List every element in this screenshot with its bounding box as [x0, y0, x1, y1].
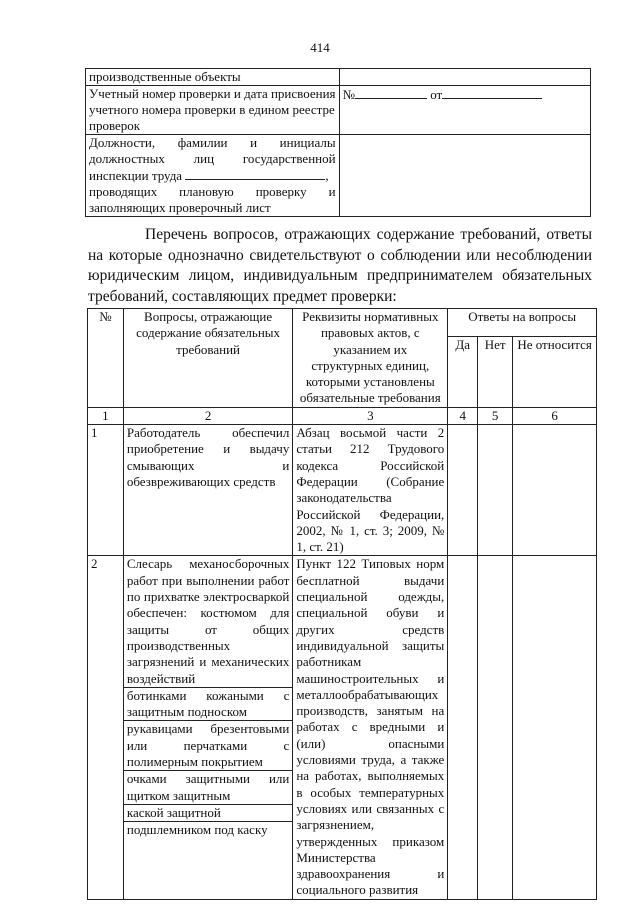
col-number: 2 [123, 407, 292, 424]
question-item: каской защитной [124, 804, 292, 821]
blank-line [355, 86, 427, 99]
header-requisites: Реквизиты нормативных правовых актов, с указанием их структурных единиц, которыми установлены обязательные требования [293, 309, 448, 408]
text-fragment: инспекции труда [89, 168, 183, 183]
row-num: 2 [88, 556, 124, 899]
text-line: Должности, фамилии и инициалы [89, 135, 336, 150]
check-number-value [339, 86, 590, 135]
text-fragment: , [325, 168, 329, 183]
row-num: 1 [88, 425, 124, 556]
question-item: рукавицами брезентовыми или перчатками с полимерным покрытием [124, 720, 292, 770]
col-number: 4 [448, 407, 478, 424]
requisite-text: Пункт 122 Типовых норм бесплатной выдачи специальной одежды, специальной обуви и других средств индивидуальной защиты работникам машиностроительных и металлообрабатывающих производств, занятым на работах с вредными и (или) опасными условиями труда, а также на работах, выполняемых в особых температурных условиях или связанных с загрязнением, утвержденных приказом Министерства здравоохранения и социального развития [293, 556, 448, 899]
table-row [86, 69, 591, 86]
header-na: Не относится [513, 336, 597, 407]
text-line: проводящих плановую проверку и [89, 184, 336, 199]
col-number: 5 [478, 407, 513, 424]
header-yes: Да [448, 336, 478, 407]
table-cell [86, 86, 340, 135]
answer-no-cell[interactable] [478, 425, 513, 556]
header-no: Нет [478, 336, 513, 407]
text-line [89, 167, 336, 184]
question-item: подшлемником под каску [124, 821, 292, 838]
answer-yes-cell[interactable] [448, 556, 478, 899]
question-cell [123, 556, 292, 899]
table-cell [339, 135, 590, 217]
check-number-label: Учетный номер проверки и дата присвоения учетного номера проверки в едином реестре проверок [89, 86, 336, 133]
table-row [86, 135, 591, 217]
table-cell [339, 69, 590, 86]
col-number: 6 [513, 407, 597, 424]
requisite-text: Абзац восьмой части 2 статьи 212 Трудового кодекса Российской Федерации (Собрание законодательства Российской Федерации, 2002, № 1, ст. 3; 2009, № 1, ст. 21) [293, 425, 448, 556]
table-header-row [88, 309, 597, 337]
text-line: должностных лиц государственной [89, 151, 336, 166]
answer-yes-cell[interactable] [448, 425, 478, 556]
header-num: № [88, 309, 124, 408]
question-text: Работодатель обеспечил приобретение и выдачу смывающих и обезвреживающих средств [123, 425, 292, 556]
officials-label [86, 135, 340, 217]
header-questions: Вопросы, отражающие содержание обязательных требований [123, 309, 292, 408]
table-row [88, 556, 597, 899]
question-item: Слесарь механосборочных работ при выполнении работ по прихватке электросваркой обеспечен: костюмом для защиты от общих производственных загрязнений и механических воздействий [126, 556, 290, 686]
blank-line [442, 86, 542, 99]
answer-na-cell[interactable] [513, 425, 597, 556]
table-row [86, 86, 591, 135]
header-answers: Ответы на вопросы [448, 309, 597, 337]
column-number-row [88, 407, 597, 424]
text-line: заполняющих проверочный лист [89, 200, 271, 215]
intro-paragraph: Перечень вопросов, отражающих содержание требований, ответы на которые однозначно свидетельствуют о соблюдении или несоблюдении юридическим лицом, индивидуальным предпринимателем обязательных требований, составляющих предмет проверки: [88, 226, 592, 305]
col-number: 1 [88, 407, 124, 424]
table-row [88, 425, 597, 556]
question-item: ботинками кожаными с защитным подноском [124, 687, 292, 721]
objects-label: производственные объекты [89, 69, 241, 84]
blank-line [185, 167, 325, 180]
questions-table [87, 308, 597, 900]
date-prefix: от [430, 87, 443, 102]
question-item: очками защитными или щитком защитным [124, 770, 292, 804]
inspection-info-table [85, 68, 591, 217]
table-cell [86, 69, 340, 86]
number-sign: № [342, 87, 355, 102]
col-number: 3 [293, 407, 448, 424]
answer-na-cell[interactable] [513, 556, 597, 899]
page-number: 414 [310, 40, 330, 55]
answer-no-cell[interactable] [478, 556, 513, 899]
